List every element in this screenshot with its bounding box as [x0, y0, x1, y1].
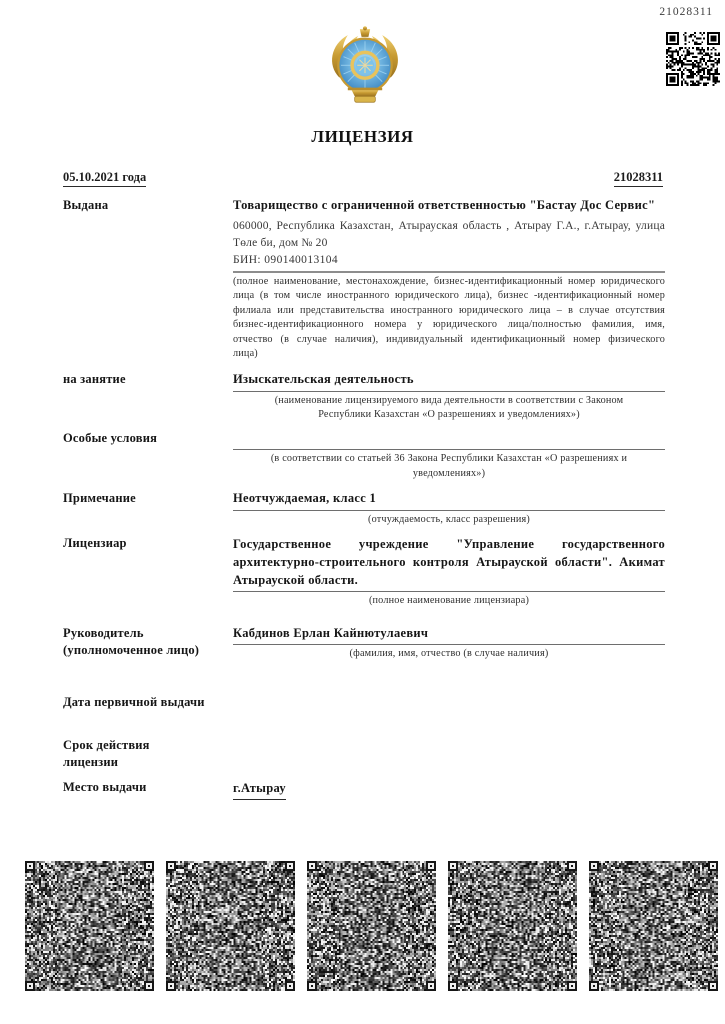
field-row-licensor — [0, 535, 725, 608]
label-special-conditions: Особые условия — [63, 431, 158, 446]
divider — [233, 449, 665, 450]
special-conditions-caption: (в соответствии со статьей 36 Закона Республики Казахстан «О разрешениях и уведомлениях») — [270, 453, 628, 479]
data-matrix-block-1 — [25, 861, 154, 991]
field-row-issue-place — [0, 779, 725, 800]
empty-value-line — [233, 430, 665, 449]
kazakhstan-emblem-icon — [322, 22, 408, 112]
field-row-special-conditions — [0, 430, 725, 481]
label-head-line2: (уполномоченное лицо) — [63, 642, 200, 657]
issued-caption: (полное наименование, местонахождение, бизнес-идентификационный номер юридического лица (в том числе иностранного юридического лица), бизнес -идентификационный номер филиала или представительства иностранного юридического лица – в случае отсутствия бизнес-идентификационного номера у юридического лица/полностью фамилия, имя, отчество (в случае наличия), индивидуальный идентификационный номер физического лица) — [233, 275, 665, 360]
divider — [233, 591, 665, 592]
field-row-activity — [0, 371, 725, 422]
label-head — [63, 625, 233, 662]
head-caption: (фамилия, имя, отчество (в случае наличия) — [349, 648, 549, 659]
label-note: Примечание — [63, 491, 136, 506]
first-issue-date-value — [233, 694, 665, 711]
date-number-row — [0, 170, 725, 187]
issued-organization: Товарищество с ограниченной ответственностью "Бастау Дос Сервис" — [233, 198, 656, 212]
issued-bin: БИН: 090140013104 — [233, 253, 339, 266]
head-value: Кабдинов Ерлан Кайнютулаевич — [233, 625, 429, 640]
data-matrix-block-3 — [307, 861, 436, 991]
document-title: ЛИЦЕНЗИЯ — [311, 127, 414, 146]
activity-value: Изыскательская деятельность — [233, 372, 414, 387]
field-row-validity — [0, 737, 725, 771]
licensor-caption: (полное наименование лицензиара) — [368, 595, 530, 607]
field-row-head — [0, 625, 725, 662]
data-matrix-block-5 — [589, 861, 718, 991]
label-first-issue-date: Дата первичной выдачи — [63, 695, 205, 710]
barcode-strip — [25, 861, 718, 991]
label-issue-place: Место выдачи — [63, 780, 147, 795]
note-value: Неотчуждаемая, класс 1 — [233, 491, 377, 506]
licensor-value: Государственное учреждение "Управление государственного архитектурно-строительного контроля Атырауской области". Акимат Атырауской области. — [233, 537, 665, 588]
label-head-line1: Руководитель — [63, 625, 144, 640]
document-number-top: 21028311 — [659, 6, 713, 18]
label-validity: Срок действия лицензии — [63, 738, 150, 770]
activity-caption: (наименование лицензируемого вида деятельности в соответствии с Законом Республики Казахстан «О разрешениях и уведомлениях») — [274, 394, 624, 420]
validity-value — [233, 737, 665, 771]
label-activity: на занятие — [63, 372, 126, 387]
label-licensor: Лицензиар — [63, 536, 127, 551]
data-matrix-block-2 — [166, 861, 295, 991]
field-row-first-issue-date — [0, 694, 725, 711]
qr-code — [666, 32, 720, 86]
divider — [233, 391, 665, 392]
issued-address: 060000, Республика Казахстан, Атырауская область , Атырау Г.А., г.Атырау, улица Төле би, дом № 20 — [233, 219, 665, 249]
divider — [233, 644, 665, 645]
data-matrix-block-4 — [448, 861, 577, 991]
license-number: 21028311 — [614, 170, 663, 187]
divider — [233, 510, 665, 511]
issue-place-value: г.Атырау — [233, 780, 286, 800]
field-row-note — [0, 490, 725, 527]
issue-date: 05.10.2021 года — [63, 170, 146, 187]
label-issued: Выдана — [63, 198, 109, 212]
field-row-issued — [0, 197, 725, 362]
divider — [233, 271, 665, 273]
note-caption: (отчуждаемость, класс разрешения) — [367, 513, 530, 525]
